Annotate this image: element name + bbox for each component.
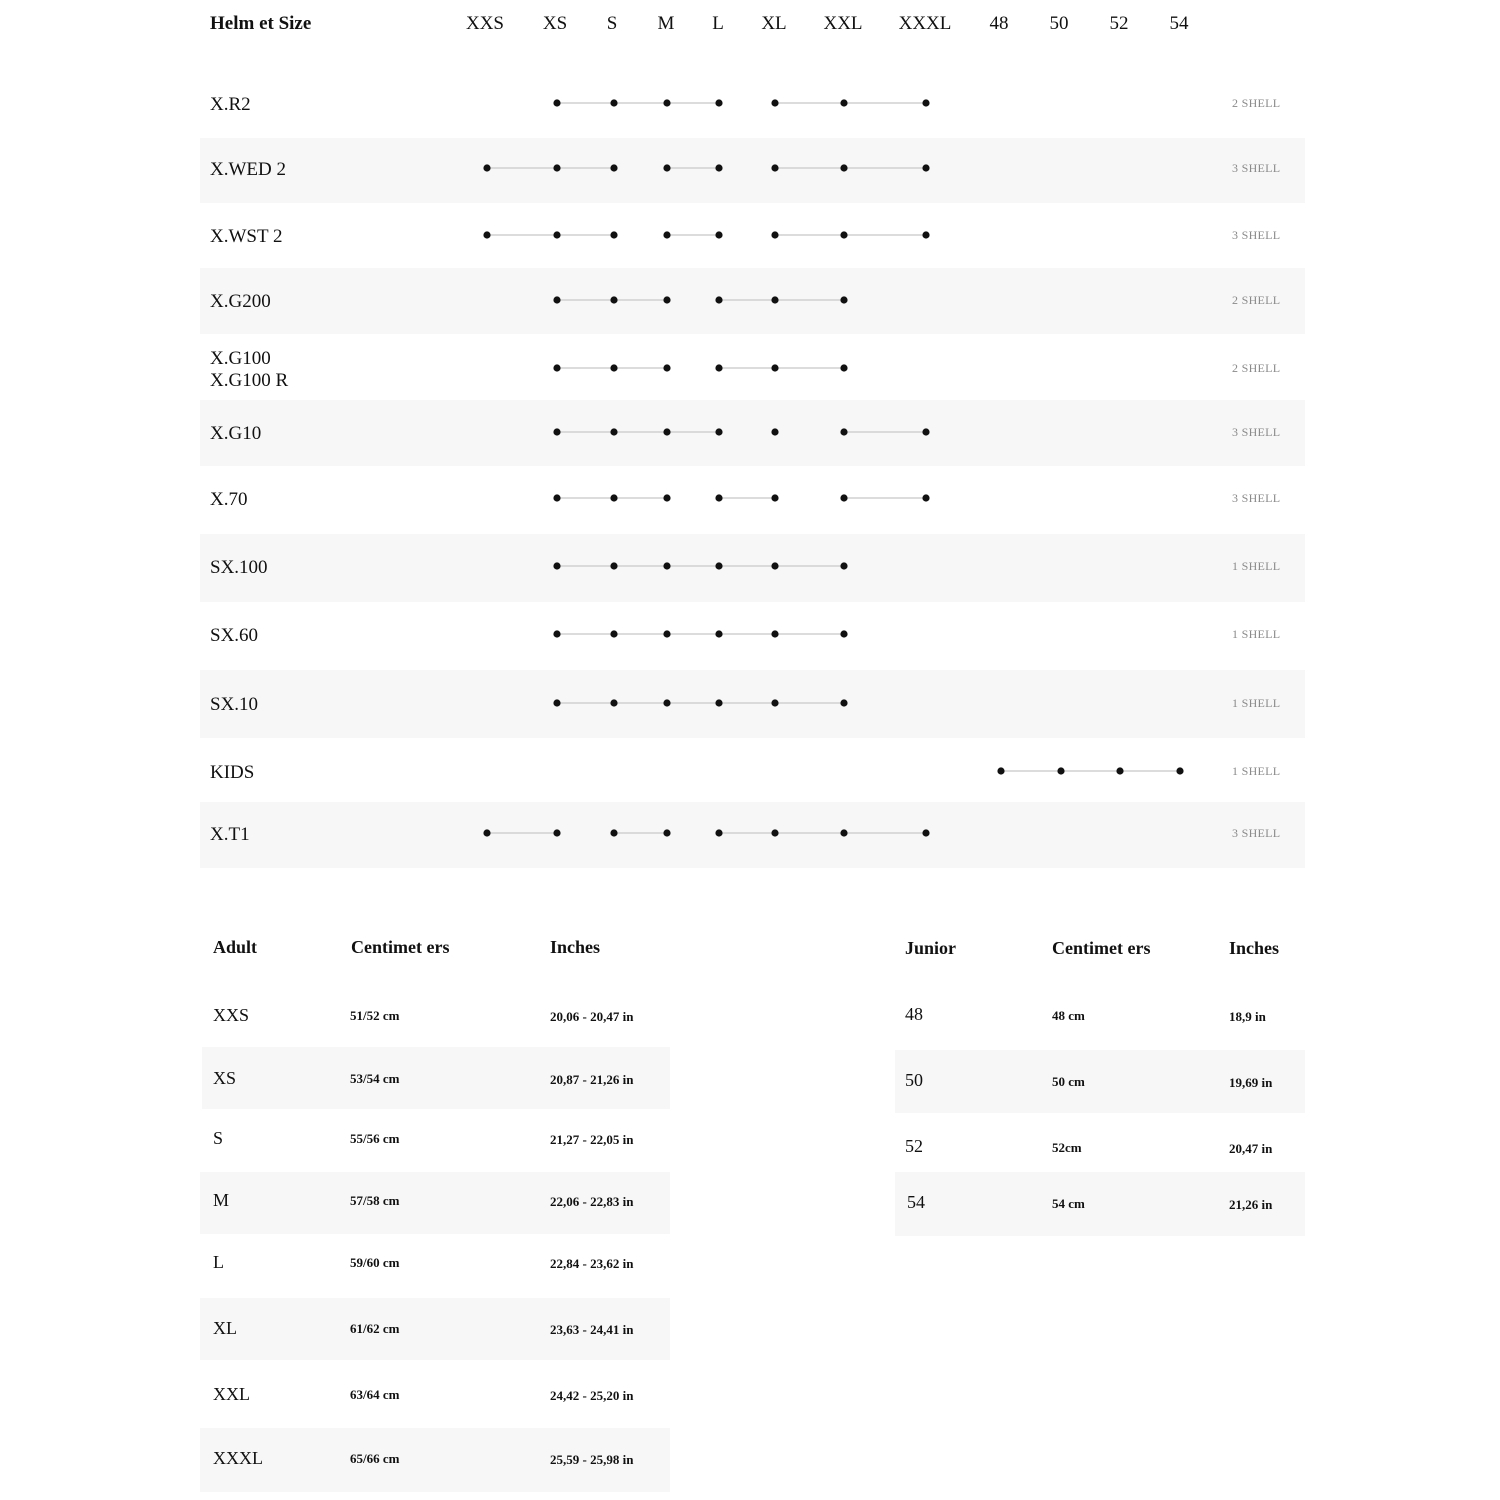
size-dot-xs	[553, 494, 560, 501]
size-header-xl: XL	[761, 13, 787, 34]
adult-cell-size: XXS	[213, 1005, 250, 1025]
size-dot-xs	[553, 296, 560, 303]
size-dot-m	[663, 829, 670, 836]
size-dot-xxxl	[922, 494, 929, 501]
size-dot-m	[663, 296, 670, 303]
size-dot-m	[663, 494, 670, 501]
adult-cell-size: S	[213, 1128, 224, 1148]
size-dot-l	[715, 99, 722, 106]
size-dot-s	[610, 428, 617, 435]
shell-count-label: 1 SHELL	[1232, 764, 1281, 778]
size-dot-xxl	[840, 99, 847, 106]
size-dot-s	[610, 164, 617, 171]
size-dot-50	[1057, 767, 1064, 774]
junior-cell-size: 50	[905, 1070, 923, 1090]
size-dot-xxl	[840, 562, 847, 569]
adult-cell-size: XXL	[213, 1384, 250, 1404]
size-dot-s	[610, 296, 617, 303]
adult-header-size: Adult	[213, 937, 258, 957]
adult-header-cm: Centimet ers	[351, 937, 450, 957]
size-dot-s	[610, 562, 617, 569]
size-dot-xl	[771, 562, 778, 569]
size-dot-xs	[553, 428, 560, 435]
size-dot-xs	[553, 829, 560, 836]
size-dot-m	[663, 630, 670, 637]
size-dot-l	[715, 364, 722, 371]
size-header-48: 48	[989, 13, 1009, 34]
size-header-s: S	[606, 13, 618, 34]
adult-cell-cm: 63/64 cm	[350, 1387, 400, 1402]
shell-count-label: 1 SHELL	[1232, 627, 1281, 641]
adult-cell-cm: 55/56 cm	[350, 1131, 400, 1146]
size-dot-52	[1116, 767, 1123, 774]
adult-cell-size: XL	[213, 1318, 237, 1338]
size-dot-xxxl	[922, 99, 929, 106]
adult-cell-size: M	[213, 1190, 230, 1210]
size-dot-s	[610, 364, 617, 371]
junior-cell-size: 52	[905, 1136, 923, 1156]
model-name-line: X.G100	[210, 348, 271, 369]
size-dot-s	[610, 99, 617, 106]
size-dot-xl	[771, 494, 778, 501]
adult-header-inches: Inches	[550, 937, 601, 957]
size-dot-l	[715, 428, 722, 435]
size-dot-xl	[771, 699, 778, 706]
size-dot-xxl	[840, 164, 847, 171]
adult-cell-in: 21,27 - 22,05 in	[550, 1132, 634, 1147]
adult-cell-in: 22,84 - 23,62 in	[550, 1256, 634, 1271]
size-dot-xxl	[840, 829, 847, 836]
size-header-m: M	[657, 13, 675, 34]
size-dot-l	[715, 829, 722, 836]
shell-count-label: 1 SHELL	[1232, 696, 1281, 710]
size-dot-xxxl	[922, 164, 929, 171]
model-name-line: SX.60	[210, 625, 259, 646]
junior-cell-in: 19,69 in	[1229, 1075, 1273, 1090]
adult-cell-size: XS	[213, 1068, 237, 1088]
adult-cell-size: XXXL	[213, 1448, 263, 1468]
size-dot-xxl	[840, 630, 847, 637]
size-dot-m	[663, 99, 670, 106]
size-header-xs: XS	[542, 13, 568, 34]
size-dot-xs	[553, 630, 560, 637]
shell-count-label: 1 SHELL	[1232, 559, 1281, 573]
size-dot-s	[610, 829, 617, 836]
size-dot-s	[610, 231, 617, 238]
model-name-line: SX.100	[210, 557, 268, 578]
shell-count-label: 2 SHELL	[1232, 293, 1281, 307]
junior-cell-cm: 52cm	[1052, 1140, 1082, 1155]
size-dot-m	[663, 231, 670, 238]
size-header-xxs: XXS	[465, 13, 505, 34]
shell-count-label: 3 SHELL	[1232, 826, 1281, 840]
size-dot-l	[715, 296, 722, 303]
size-dot-xxl	[840, 231, 847, 238]
size-dot-xs	[553, 562, 560, 569]
junior-cell-size: 48	[905, 1004, 923, 1024]
model-name-line: X.WED 2	[210, 159, 286, 180]
size-dot-s	[610, 630, 617, 637]
adult-cell-cm: 65/66 cm	[350, 1451, 400, 1466]
model-name-line: X.G10	[210, 423, 262, 444]
shell-count-label: 2 SHELL	[1232, 96, 1281, 110]
model-name-line: KIDS	[210, 762, 255, 783]
size-dot-s	[610, 699, 617, 706]
size-dot-xs	[553, 164, 560, 171]
model-name-line: X.T1	[210, 824, 250, 845]
shell-count-label: 2 SHELL	[1232, 361, 1281, 375]
size-dot-xl	[771, 630, 778, 637]
shell-count-label: 3 SHELL	[1232, 491, 1281, 505]
size-dot-xxs	[483, 231, 490, 238]
adult-cell-size: L	[213, 1252, 224, 1272]
size-dot-48	[997, 767, 1004, 774]
size-dot-xxxl	[922, 829, 929, 836]
shell-count-label: 3 SHELL	[1232, 425, 1281, 439]
size-dot-xl	[771, 364, 778, 371]
size-dot-m	[663, 428, 670, 435]
junior-header-size: Junior	[905, 938, 957, 958]
junior-cell-in: 21,26 in	[1229, 1197, 1273, 1212]
junior-cell-cm: 50 cm	[1052, 1074, 1085, 1089]
size-dot-m	[663, 699, 670, 706]
adult-cell-in: 24,42 - 25,20 in	[550, 1388, 634, 1403]
junior-cell-cm: 48 cm	[1052, 1008, 1085, 1023]
adult-cell-in: 22,06 - 22,83 in	[550, 1194, 634, 1209]
size-dot-m	[663, 364, 670, 371]
model-name-line: X.G100 R	[210, 370, 289, 391]
size-dot-xl	[771, 99, 778, 106]
junior-cell-in: 18,9 in	[1229, 1009, 1266, 1024]
size-header-xxxl: XXXL	[898, 13, 952, 34]
size-dot-xxl	[840, 494, 847, 501]
size-dot-xxl	[840, 699, 847, 706]
size-dot-xl	[771, 829, 778, 836]
size-dot-l	[715, 164, 722, 171]
size-dot-l	[715, 494, 722, 501]
adult-cell-in: 20,87 - 21,26 in	[550, 1072, 634, 1087]
size-dot-xxl	[840, 296, 847, 303]
adult-cell-in: 20,06 - 20,47 in	[550, 1009, 634, 1024]
size-header-l: L	[712, 13, 724, 34]
size-header-52: 52	[1109, 13, 1129, 34]
size-header-xxl: XXL	[823, 13, 863, 34]
size-dot-xl	[771, 231, 778, 238]
size-dot-xl	[771, 296, 778, 303]
junior-cell-size: 54	[907, 1192, 925, 1212]
size-dot-xs	[553, 231, 560, 238]
size-dot-xxs	[483, 164, 490, 171]
shell-count-label: 3 SHELL	[1232, 161, 1281, 175]
adult-cell-cm: 59/60 cm	[350, 1255, 400, 1270]
junior-header-cm: Centimet ers	[1052, 938, 1151, 958]
adult-cell-in: 25,59 - 25,98 in	[550, 1452, 634, 1467]
junior-cell-cm: 54 cm	[1052, 1196, 1085, 1211]
size-dot-s	[610, 494, 617, 501]
size-dot-xs	[553, 99, 560, 106]
junior-header-inches: Inches	[1229, 938, 1280, 958]
model-name-line: X.WST 2	[210, 226, 283, 247]
size-header-50: 50	[1049, 13, 1069, 34]
size-dot-l	[715, 630, 722, 637]
adult-cell-cm: 53/54 cm	[350, 1071, 400, 1086]
size-dot-l	[715, 231, 722, 238]
size-dot-m	[663, 164, 670, 171]
junior-cell-in: 20,47 in	[1229, 1141, 1273, 1156]
size-dot-l	[715, 562, 722, 569]
model-name-line: X.70	[210, 489, 248, 510]
size-dot-xl	[771, 428, 778, 435]
model-name-line: X.G200	[210, 291, 271, 312]
adult-cell-cm: 57/58 cm	[350, 1193, 400, 1208]
size-dot-xxxl	[922, 428, 929, 435]
model-name-line: SX.10	[210, 694, 259, 715]
size-dot-xs	[553, 364, 560, 371]
model-name-line: X.R2	[210, 94, 251, 115]
size-header-54: 54	[1169, 13, 1189, 34]
adult-cell-cm: 61/62 cm	[350, 1321, 400, 1336]
adult-cell-in: 23,63 - 24,41 in	[550, 1322, 634, 1337]
size-dot-xs	[553, 699, 560, 706]
adult-cell-cm: 51/52 cm	[350, 1008, 400, 1023]
size-dot-m	[663, 562, 670, 569]
size-dot-xl	[771, 164, 778, 171]
size-dot-xxs	[483, 829, 490, 836]
size-chart-title: Helm et Size	[210, 13, 312, 34]
shell-count-label: 3 SHELL	[1232, 228, 1281, 242]
size-dot-xxxl	[922, 231, 929, 238]
size-dot-l	[715, 699, 722, 706]
size-dot-xxl	[840, 364, 847, 371]
size-dot-54	[1176, 767, 1183, 774]
size-dot-xxl	[840, 428, 847, 435]
